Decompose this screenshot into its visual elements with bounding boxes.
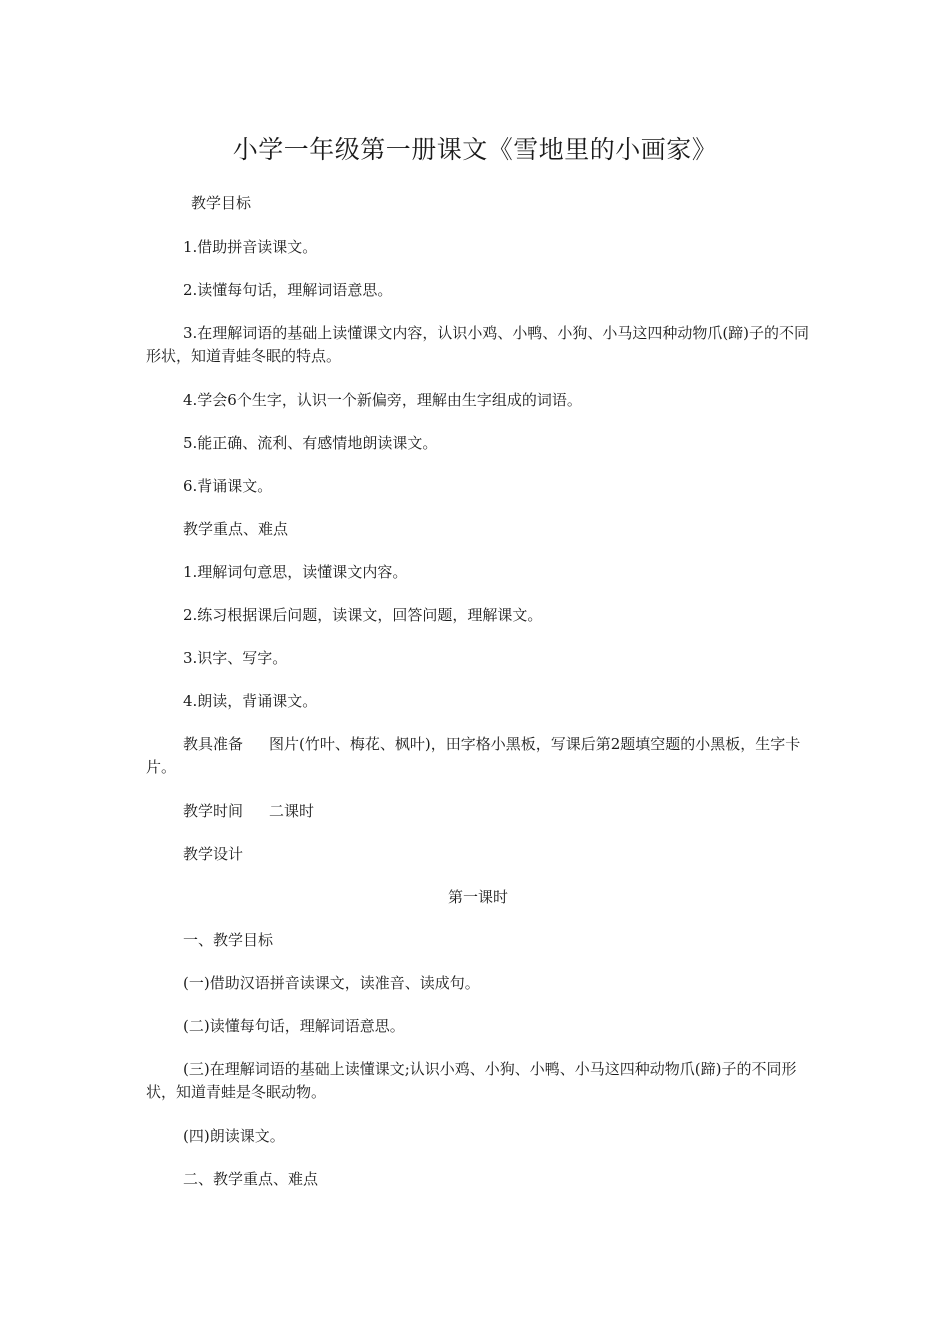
key-point-item-4: 4.朗读，背诵课文。	[183, 692, 318, 710]
lesson-one-objectives-heading: 一、教学目标	[183, 931, 274, 949]
document-title: 小学一年级第一册课文《雪地里的小画家》	[232, 135, 718, 164]
lesson-one-objective-1: (一)借助汉语拼音读课文，读准音、读成句。	[183, 974, 480, 992]
lesson-one-objective-4: (四)朗读课文。	[183, 1127, 285, 1145]
time-label: 教学时间	[183, 802, 244, 820]
design-heading: 教学设计	[183, 845, 244, 863]
key-point-item-2: 2.练习根据课后问题，读课文，回答问题，理解课文。	[183, 606, 543, 624]
lesson-one-key-points-heading: 二、教学重点、难点	[183, 1170, 319, 1188]
materials-text: 图片(竹叶、梅花、枫叶)，田字格小黑板，写课后第2题填空题的小黑板，生字卡片。	[146, 735, 801, 776]
key-point-item-1: 1.理解词句意思，读懂课文内容。	[183, 563, 408, 581]
key-points-heading: 教学重点、难点	[183, 520, 289, 538]
key-point-item-3: 3.识字、写字。	[183, 649, 288, 667]
objective-item-1: 1.借助拼音读课文。	[183, 238, 318, 256]
materials-paragraph	[146, 733, 810, 779]
lesson-one-heading: 第一课时	[447, 888, 508, 906]
lesson-one-objective-2: (二)读懂每句话，理解词语意思。	[183, 1017, 405, 1035]
time-paragraph	[146, 800, 810, 823]
materials-label: 教具准备	[183, 735, 244, 753]
objective-item-3: 3.在理解词语的基础上读懂课文内容，认识小鸡、小鸭、小狗、小马这四种动物爪(蹄)子的不同形状，知道青蛙冬眠的特点。	[146, 324, 810, 365]
objective-item-5: 5.能正确、流利、有感情地朗读课文。	[183, 434, 438, 452]
objective-item-4: 4.学会6个生字，认识一个新偏旁，理解由生字组成的词语。	[183, 391, 582, 409]
objective-item-6: 6.背诵课文。	[183, 477, 273, 495]
objective-item-2: 2.读懂每句话，理解词语意思。	[183, 281, 393, 299]
time-text: 二课时	[269, 802, 315, 820]
lesson-one-objective-3: (三)在理解词语的基础上读懂课文;认识小鸡、小狗、小鸭、小马这四种动物爪(蹄)子的不同形状，知道青蛙是冬眠动物。	[146, 1060, 797, 1101]
objectives-heading: 教学目标	[191, 194, 252, 212]
